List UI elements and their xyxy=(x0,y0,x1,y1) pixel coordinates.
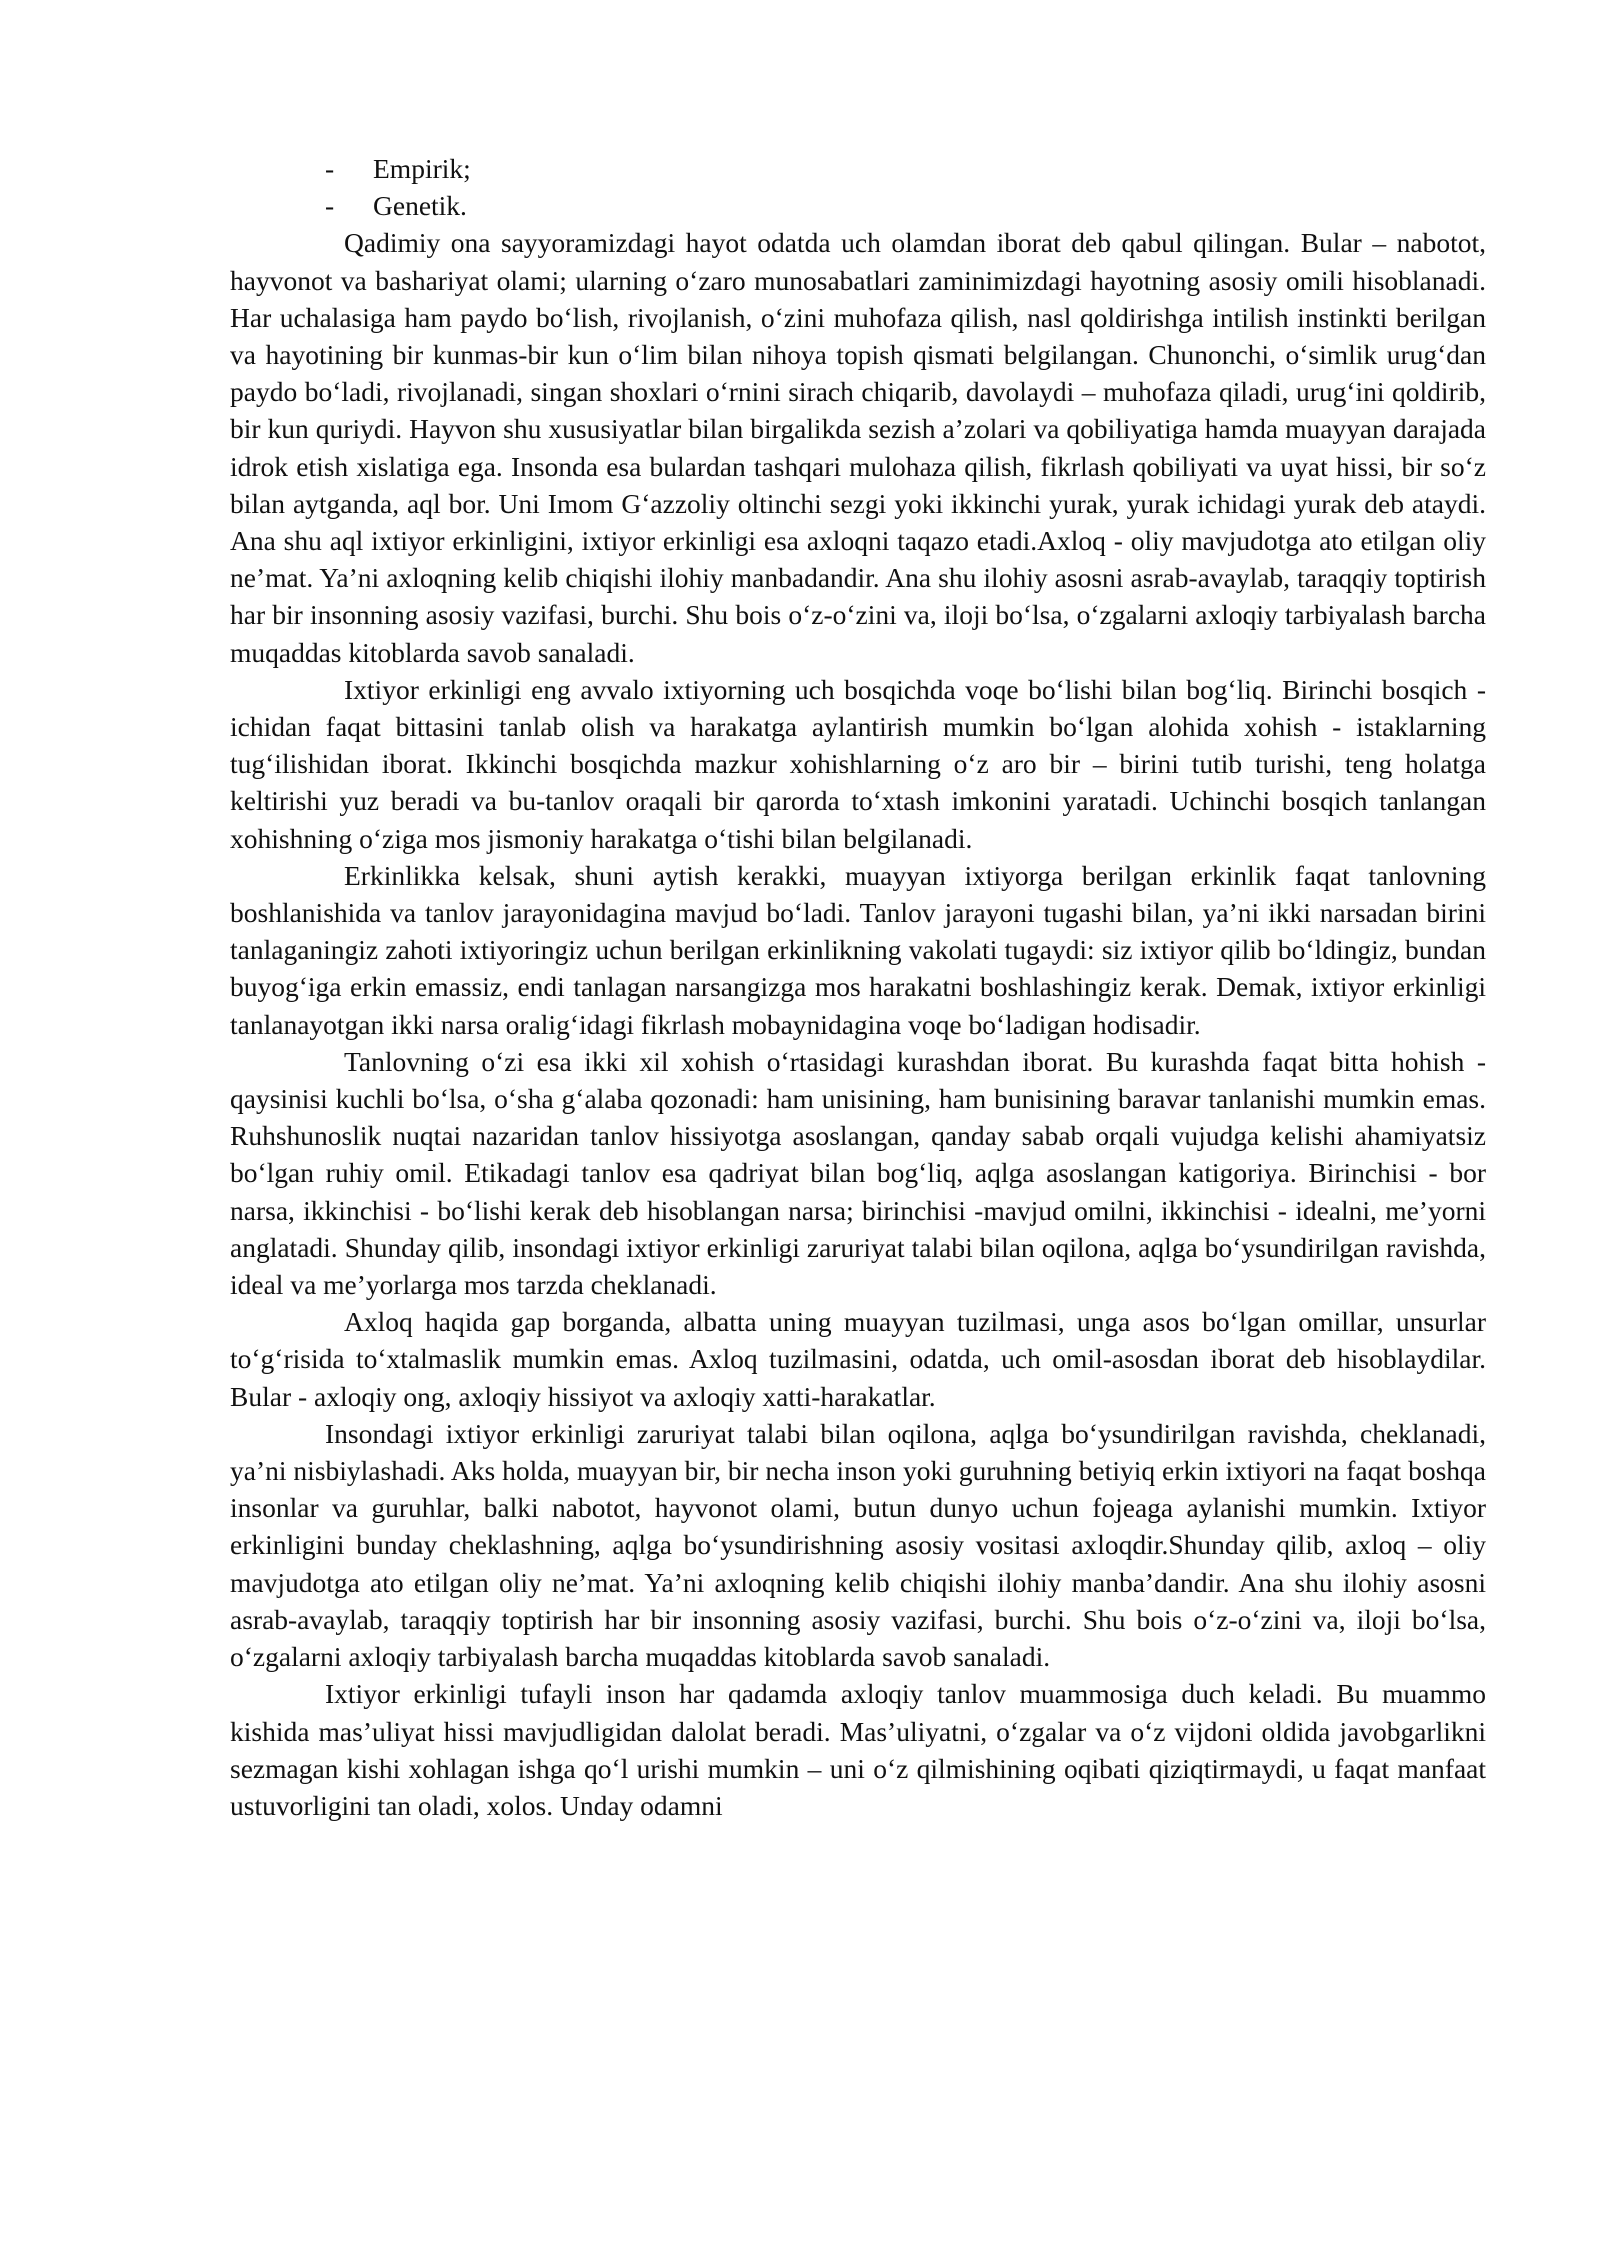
list-item-text: Empirik; xyxy=(373,153,471,184)
paragraph-choice-stages: Ixtiyor erkinligi eng avvalo ixtiyorning uch bosqichda voqe bo‘lishi bilan bog‘liq. Birinchi bosqich - ichidan faqat bittasini tanlab olish va harakatga aylantirish mumkin bo‘lgan alohida xohish - istaklarning tug‘ilishidan iborat. Ikkinchi bosqichda mazkur xohishlarning o‘z aro bir – birini tutib turishi, teng holatga keltirishi yuz beradi va bu-tanlov oraqali bir qarorda to‘xtash imkonini yaratadi. Uchinchi bosqich tanlangan xohishning o‘ziga mos jismoniy harakatga o‘tishi bilan belgilanadi. xyxy=(230,673,1486,854)
list-item-text: Genetik. xyxy=(373,190,467,222)
paragraph-freedom: Erkinlikka kelsak, shuni aytish kerakki, muayyan ixtiyorga berilgan erkinlik faqat tanlovning boshlanishida va tanlov jarayonidagina mavjud bo‘ladi. Tanlov jarayoni tugashi bilan, ya’ni ikki narsadan birini tanlaganingiz zahoti ixtiyoringiz uchun berilgan erkinlikning vakolati tugaydi: siz ixtiyor qilib bo‘ldingiz, bundan buyog‘iga erkin emassiz, endi tanlagan narsangizga mos harakatni boshlashingiz kerak. Demak, ixtiyor erkinligi tanlanayotgan ikki narsa oralig‘idagi fikrlash mobaynidagina voqe bo‘ladigan hodisadir. xyxy=(230,859,1486,1040)
list-marker: - xyxy=(325,190,335,222)
list-marker: - xyxy=(325,153,335,184)
paragraph-responsibility: Ixtiyor erkinligi tufayli inson har qadamda axloqiy tanlov muammosiga duch keladi. Bu muammo kishida mas’uliyat hissi mavjudligidan dalolat beradi. Mas’uliyatni, o‘zgalar va o‘z vijdoni oldida javobgarlikni sezmagan kishi xohlagan ishga qo‘l urishi mumkin – uni o‘z qilmishining oqibati qiziqtirmaydi, u faqat manfaat ustuvorligini tan oladi, xolos. Unday odamni xyxy=(230,1678,1486,1821)
paragraph-limited-freedom: Insondagi ixtiyor erkinligi zaruriyat talabi bilan oqilona, aqlga bo‘ysundirilgan ravishda, cheklanadi, ya’ni nisbiylashadi. Aks holda, muayyan bir, bir necha inson yoki guruhning betiyiq erkin ixtiyori na faqat boshqa insonlar va guruhlar, balki nabotot, hayvonot olami, butun dunyo uchun fojeaga aylanishi mumkin. Ixtiyor erkinligini bunday cheklashning, aqlga bo‘ysundirishning asosiy vositasi axloqdir.Shunday qilib, axloq – oliy mavjudotga ato etilgan oliy ne’mat. Ya’ni axloqning kelib chiqishi ilohiy manba’dandir. Ana shu ilohiy asosni asrab-avaylab, taraqqiy toptirish har bir insonning asosiy vazifasi, burchi. Shu bois o‘z-o‘zini va, iloji bo‘lsa, o‘zgalarni axloqiy tarbiyalash barcha muqaddas kitoblarda savob sanaladi. xyxy=(230,1417,1486,1673)
document-page xyxy=(230,150,1486,1824)
list-item xyxy=(230,187,1486,224)
bullet-list xyxy=(230,150,1486,224)
paragraph-choice-struggle: Tanlovning o‘zi esa ikki xil xohish o‘rtasidagi kurashdan iborat. Bu kurashda faqat bitta hohish - qaysinisi kuchli bo‘lsa, o‘sha g‘alaba qozonadi: ham unisining, ham bunisining baravar tanlanishi mumkin emas. Ruhshunoslik nuqtai nazaridan tanlov hissiyotga asoslangan, qanday sabab orqali vujudga kelishi ahamiyatsiz bo‘lgan ruhiy omil. Etikadagi tanlov esa qadriyat bilan bog‘liq, aqlga asoslangan katigoriya. Birinchisi - bor narsa, ikkinchisi - bo‘lishi kerak deb hisoblangan narsa; birinchisi -mavjud omilni, ikkinchisi - idealni, me’yorni anglatadi. Shunday qilib, insondagi ixtiyor erkinligi zaruriyat talabi bilan oqilona, aqlga bo‘ysundirilgan ravishda, ideal va me’yorlarga mos tarzda cheklanadi. xyxy=(230,1045,1486,1301)
paragraph-three-worlds: Qadimiy ona sayyoramizdagi hayot odatda uch olamdan iborat deb qabul qilingan. Bular – nabotot, hayvonot va bashariyat olami; ularning o‘zaro munosabatlari zaminimizdagi hayotning asosiy omili hisoblanadi. Har uchalasiga ham paydo bo‘lish, rivojlanish, o‘zini muhofaza qilish, nasl qoldirishga intilish instinkti berilgan va hayotining bir kunmas-bir kun o‘lim bilan nihoya topish qismati belgilangan. Chunonchi, o‘simlik urug‘dan paydo bo‘ladi, rivojlanadi, singan shoxlari o‘rnini sirach chiqarib, davolaydi – muhofaza qiladi, urug‘ini qoldirib, bir kun quriydi. Hayvon shu xususiyatlar bilan birgalikda sezish a’zolari va qobiliyatiga hamda muayyan darajada idrok etish xislatiga ega. Insonda esa bulardan tashqari mulohaza qilish, fikrlash qobiliyati va uyat hissi, bir so‘z bilan aytganda, aql bor. Uni Imom G‘azzoliy oltinchi sezgi yoki ikkinchi yurak, yurak ichidagi yurak deb ataydi. Ana shu aql ixtiyor erkinligini, ixtiyor erkinligi esa axloqni taqazo etadi.Axloq - oliy mavjudotga ato etilgan oliy ne’mat. Ya’ni axloqning kelib chiqishi ilohiy manbadandir. Ana shu ilohiy asosni asrab-avaylab, taraqqiy toptirish har bir insonning asosiy vazifasi, burchi. Shu bois o‘z-o‘zini va, iloji bo‘lsa, o‘zgalarni axloqiy tarbiyalash barcha muqaddas kitoblarda savob sanaladi. xyxy=(230,227,1486,668)
paragraph-ethics-structure: Axloq haqida gap borganda, albatta uning muayyan tuzilmasi, unga asos bo‘lgan omillar, unsurlar to‘g‘risida to‘xtalmaslik mumkin emas. Axloq tuzilmasini, odatda, uch omil-asosdan iborat deb hisoblaydilar. Bular - axloqiy ong, axloqiy hissiyot va axloqiy xatti-harakatlar. xyxy=(230,1306,1486,1412)
list-item xyxy=(230,150,1486,187)
